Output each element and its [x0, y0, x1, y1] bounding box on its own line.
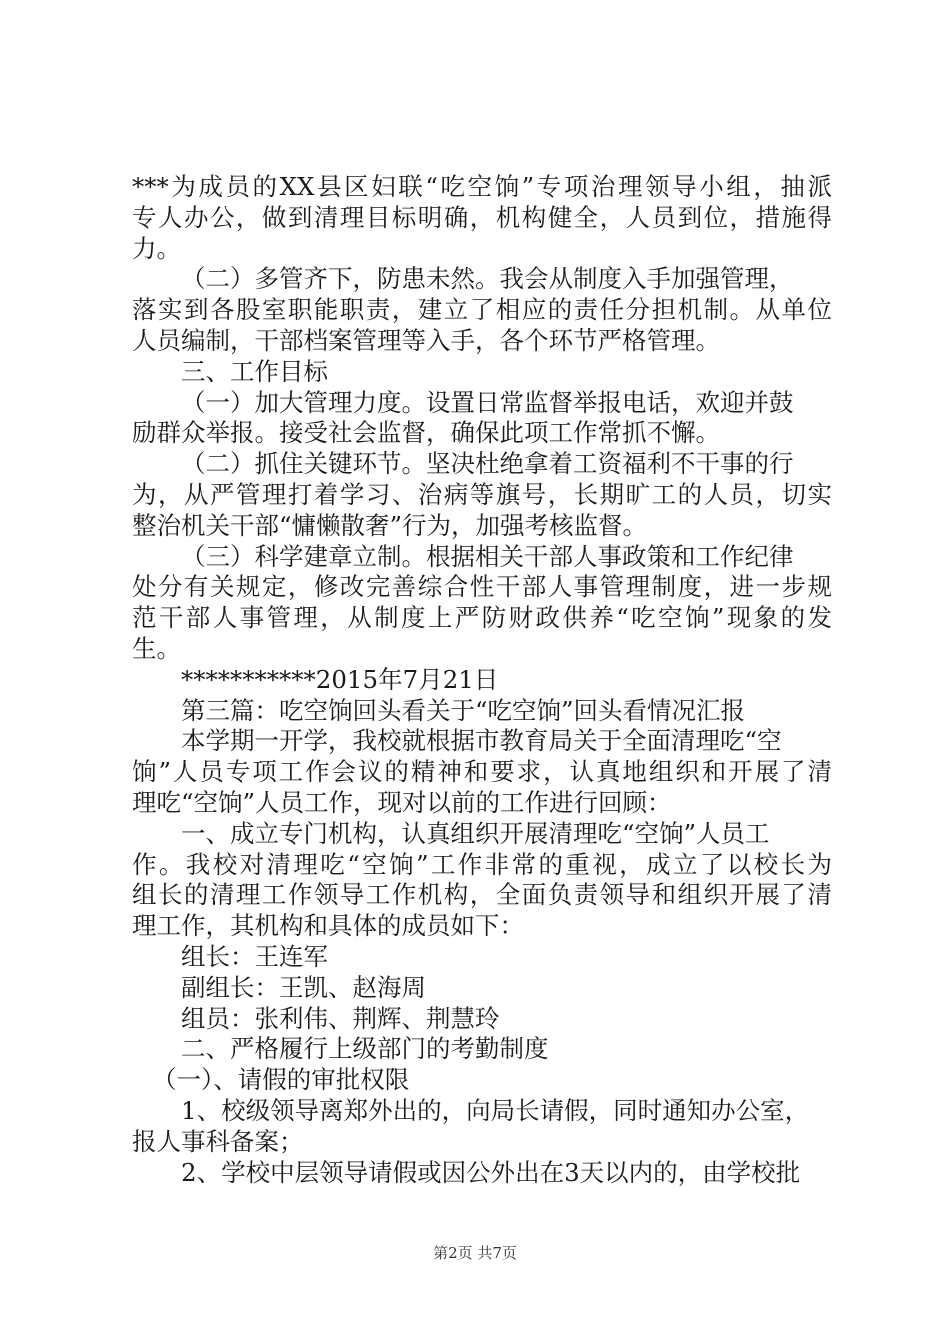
page-number-footer: 第2页 共7页	[433, 1244, 517, 1262]
text-line: 组长的清理工作领导工作机构，全面负责领导和组织开展了清	[132, 880, 832, 910]
text-line: 范干部人事管理，从制度上严防财政供养“吃空饷”现象的发	[132, 603, 832, 633]
text-line: 报人事科备案；	[132, 1126, 304, 1156]
text-line: 饷”人员专项工作会议的精神和要求，认真地组织和开展了清	[132, 757, 832, 787]
text-line: 副组长：王凯、赵海周	[181, 972, 426, 1002]
text-line: 生。	[132, 633, 181, 663]
text-line: 理吃“空饷”人员工作，现对以前的工作进行回顾：	[132, 787, 672, 817]
text-line: 理工作，其机构和具体的成员如下：	[132, 911, 524, 941]
chapter-title: 第三篇：吃空饷回头看关于“吃空饷”回头看情况汇报	[181, 695, 746, 725]
text-line: （一）加大管理力度。设置日常监督举报电话，欢迎并鼓	[181, 387, 794, 417]
sub-heading: （一）、请假的审批权限	[152, 1065, 410, 1095]
text-line: 作。我校对清理吃“空饷”工作非常的重视，成立了以校长为	[132, 849, 832, 879]
section-heading: 三、工作目标	[181, 356, 328, 386]
text-line: 人员编制，干部档案管理等入手，各个环节严格管理。	[132, 325, 720, 355]
section-heading: 二、严格履行上级部门的考勤制度	[181, 1034, 549, 1064]
document-body	[132, 172, 832, 1188]
text-line: 励群众举报。接受社会监督，确保此项工作常抓不懈。	[132, 418, 720, 448]
text-line: 整治机关干部“慵懒散奢”行为，加强考核监督。	[132, 510, 648, 540]
text-line: 本学期一开学，我校就根据市教育局关于全面清理吃“空	[181, 726, 782, 756]
text-line: 专人办公，做到清理目标明确，机构健全，人员到位，措施得	[132, 202, 832, 232]
text-line: 力。	[132, 233, 181, 263]
text-line: 组长：王连军	[181, 941, 328, 971]
text-line: 落实到各股室职能职责，建立了相应的责任分担机制。从单位	[132, 295, 832, 325]
text-line: 1、校级领导离郑外出的，向局长请假，同时通知办公室，	[181, 1095, 810, 1125]
text-line: 组员：张利伟、荆辉、荆慧玲	[181, 1003, 500, 1033]
text-line: ***为成员的XX县区妇联“吃空饷”专项治理领导小组，抽派	[132, 172, 832, 201]
text-line: 2、学校中层领导请假或因公外出在3天以内的，由学校批	[181, 1157, 801, 1187]
text-line: 为，从严管理打着学习、治病等旗号，长期旷工的人员，切实	[132, 479, 832, 509]
text-line: 处分有关规定，修改完善综合性干部人事管理制度，进一步规	[132, 572, 832, 602]
text-line: （二）抓住关键环节。坚决杜绝拿着工资福利不干事的行	[181, 449, 794, 479]
text-line: （二）多管齐下，防患未然。我会从制度入手加强管理，	[181, 264, 794, 294]
text-line: 一、成立专门机构，认真组织开展清理吃“空饷”人员工	[181, 818, 770, 848]
signature-date-line: ***********2015年7月21日	[181, 664, 499, 694]
text-line: （三）科学建章立制。根据相关干部人事政策和工作纪律	[181, 541, 794, 571]
